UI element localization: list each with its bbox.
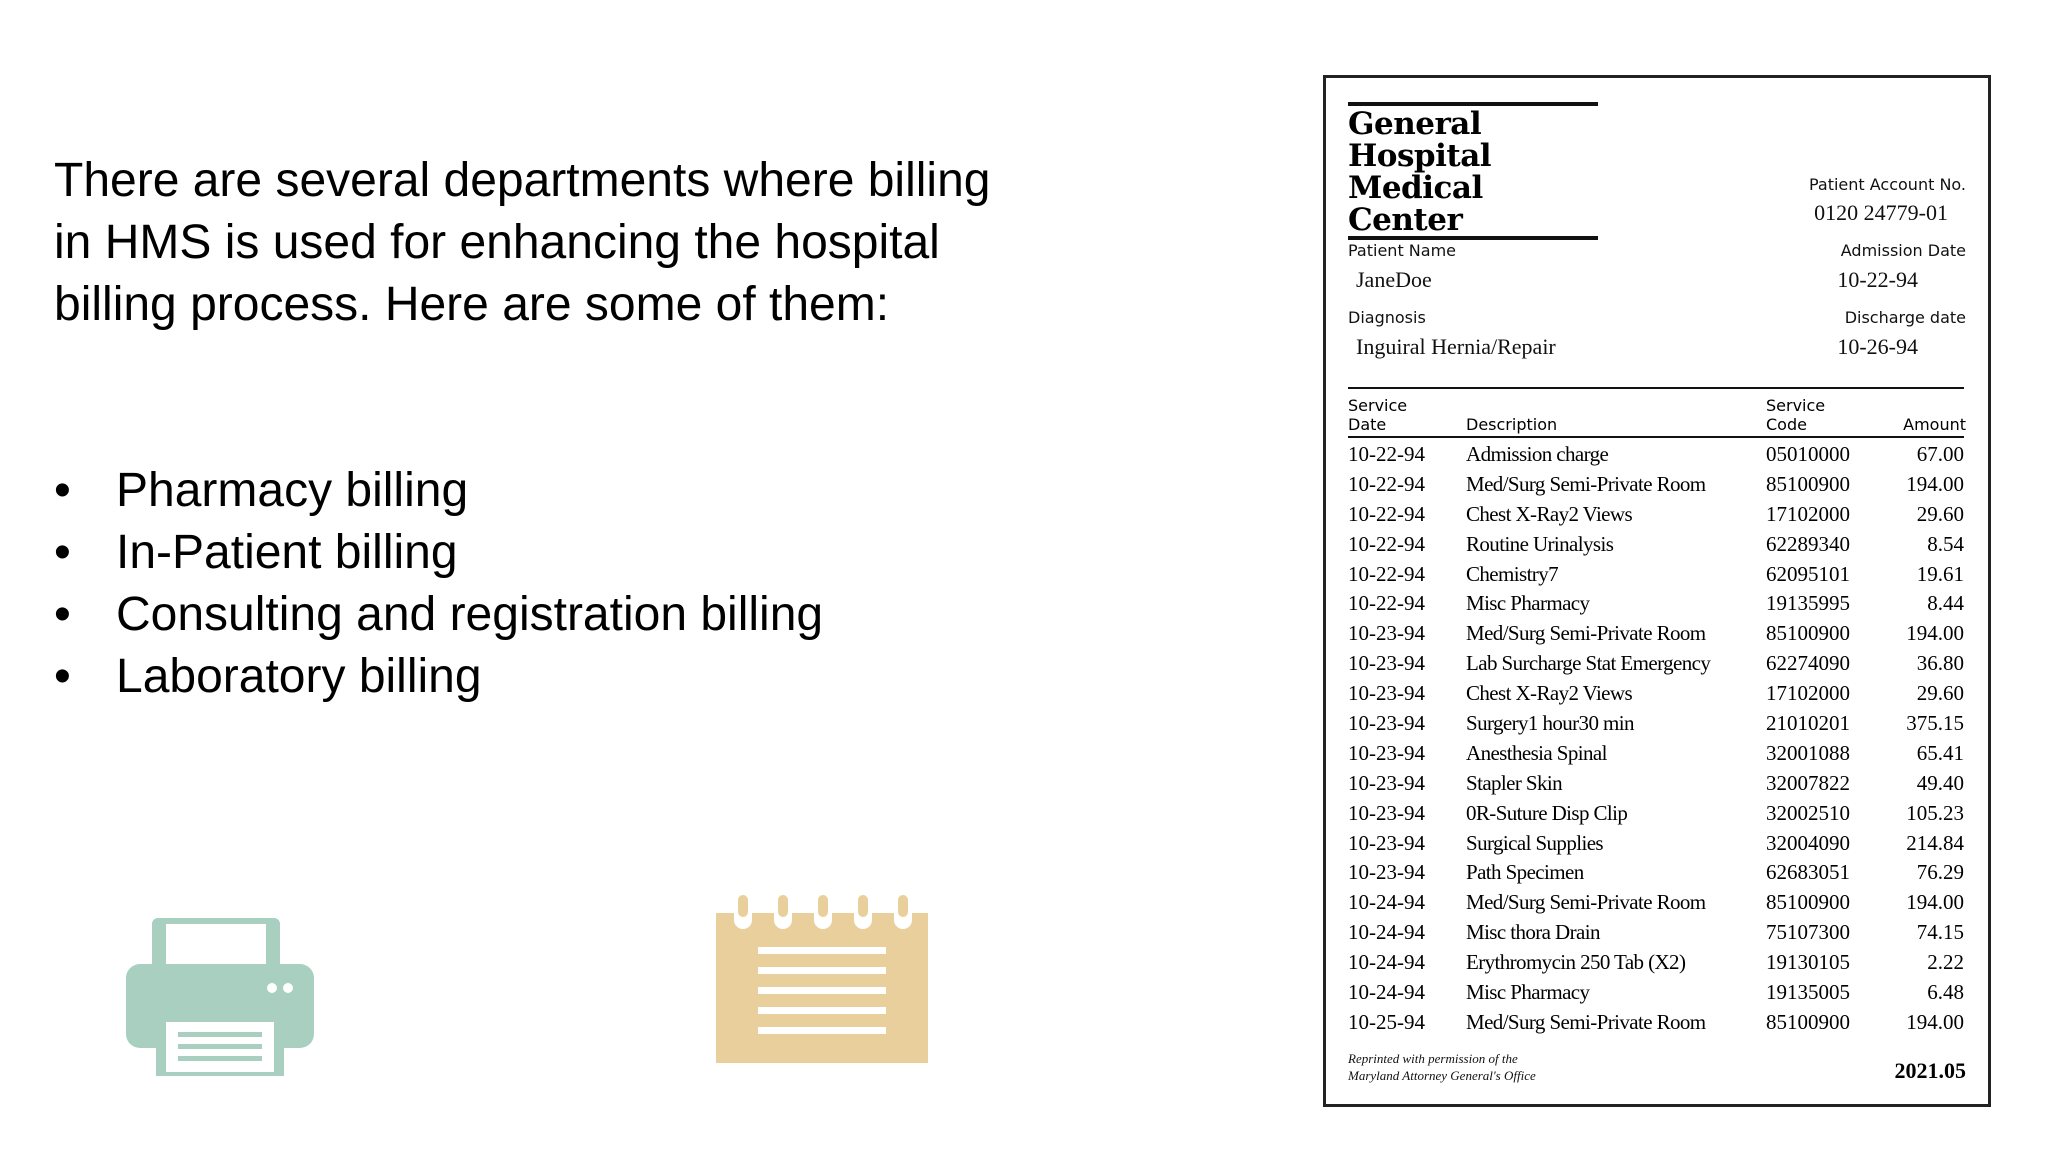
account-value: 0120 24779-01 <box>1814 200 1948 225</box>
account-label: Patient Account No. <box>1808 175 1966 194</box>
column-header-code: Service Code <box>1766 396 1826 434</box>
table-row: 10-23-94 Med/Surg Semi-Private Room 85100900 194.00 <box>1348 621 1964 646</box>
table-row: 10-25-94 Med/Surg Semi-Private Room 85100900 194.00 <box>1348 1009 1964 1034</box>
admission-value: 10-22-94 <box>1837 267 1918 292</box>
discharge-label: Discharge date <box>1844 308 1966 327</box>
intro-paragraph: There are several departments where billing in HMS is used for enhancing the hospital billing process. Here are some of them: <box>54 154 991 331</box>
table-row: 10-23-94 Path Specimen 62683051 76.29 <box>1348 860 1964 885</box>
diagnosis-label: Diagnosis <box>1348 308 1426 327</box>
patient-value: JaneDoe <box>1356 267 1432 292</box>
table-row: 10-22-94 Admission charge 05010000 67.00 <box>1348 442 1964 466</box>
printer-icon <box>120 910 320 1080</box>
table-row: 10-23-94 Stapler Skin 32007822 49.40 <box>1348 770 1964 795</box>
table-row: 10-23-94 Surgical Supplies 32004090 214.84 <box>1348 830 1964 855</box>
list-item: • Pharmacy billing <box>54 460 1014 522</box>
table-row: 10-23-94 0R-Suture Disp Clip 32002510 105.23 <box>1348 800 1964 825</box>
table-row: 10-22-94 Misc Pharmacy 19135995 8.44 <box>1348 591 1964 616</box>
table-row: 10-24-94 Erythromycin 250 Tab (X2) 19130105 2.22 <box>1348 950 1964 975</box>
table-row: 10-22-94 Routine Urinalysis 62289340 8.54 <box>1348 531 1964 556</box>
diagnosis-value: Inguiral Hernia/Repair <box>1356 334 1556 359</box>
hospital-bill <box>1323 75 1991 1107</box>
table-row: 10-22-94 Chest X-Ray2 Views 17102000 29.60 <box>1348 501 1964 526</box>
charges-table <box>1348 440 1964 1038</box>
table-row: 10-23-94 Chest X-Ray2 Views 17102000 29.60 <box>1348 681 1964 706</box>
table-row: 10-22-94 Chemistry7 62095101 19.61 <box>1348 561 1964 586</box>
hospital-name: General Hospital Medical Center <box>1348 102 1598 240</box>
admission-label: Admission Date <box>1840 241 1966 260</box>
table-row: 10-23-94 Surgery1 hour30 min 21010201 375.15 <box>1348 711 1964 736</box>
discharge-value: 10-26-94 <box>1837 334 1918 359</box>
divider <box>1348 387 1964 389</box>
footnote: Reprinted with permission of the Maryland Attorney General's Office <box>1348 1051 1536 1083</box>
list-item: • Laboratory billing <box>54 646 1014 708</box>
table-row: 10-24-94 Med/Surg Semi-Private Room 85100900 194.00 <box>1348 890 1964 915</box>
table-row: 10-22-94 Med/Surg Semi-Private Room 85100900 194.00 <box>1348 471 1964 496</box>
table-row: 10-24-94 Misc thora Drain 75107300 74.15 <box>1348 920 1964 945</box>
notepad-icon <box>712 895 932 1065</box>
bullet-icon: • <box>54 588 71 641</box>
list-item: • Consulting and registration billing <box>54 584 1014 646</box>
table-row: 10-23-94 Lab Surcharge Stat Emergency 62274090 36.80 <box>1348 651 1964 676</box>
column-header-amount: Amount <box>1903 415 1966 434</box>
table-row: 10-23-94 Anesthesia Spinal 32001088 65.41 <box>1348 740 1964 765</box>
divider <box>1348 436 1964 438</box>
bill-total: 2021.05 <box>1894 1058 1966 1083</box>
bullet-icon: • <box>54 464 71 517</box>
list-item: • In-Patient billing <box>54 522 1014 584</box>
patient-label: Patient Name <box>1348 241 1456 260</box>
column-header-date: Service Date <box>1348 396 1408 434</box>
column-header-description: Description <box>1466 415 1558 434</box>
bullet-icon: • <box>54 526 71 579</box>
table-row: 10-24-94 Misc Pharmacy 19135005 6.48 <box>1348 980 1964 1005</box>
bullet-icon: • <box>54 650 71 703</box>
department-list <box>54 460 1014 708</box>
